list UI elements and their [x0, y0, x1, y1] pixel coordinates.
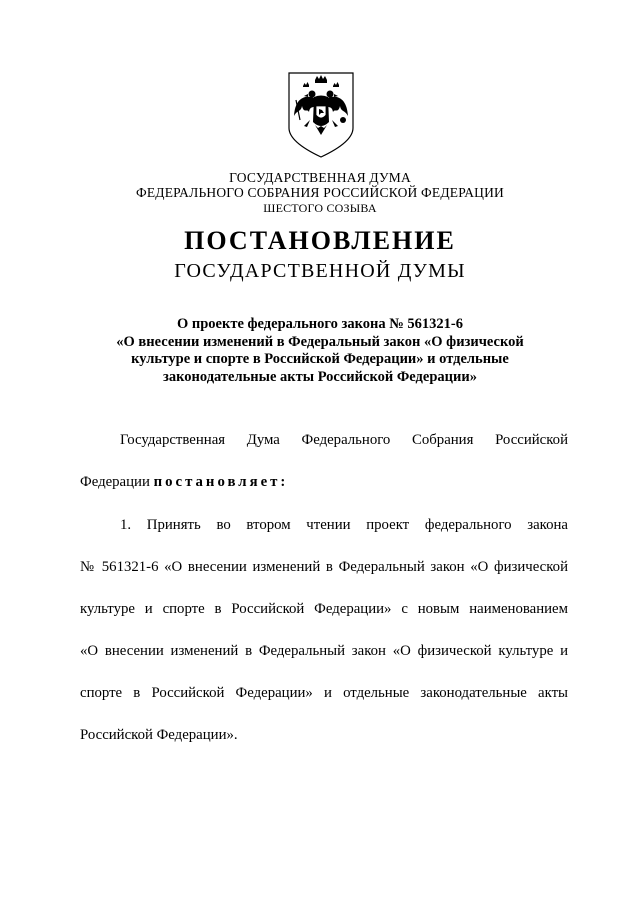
preamble-prefix: Федерации [80, 474, 150, 490]
item-line: № 561321-6 «О внесении изменений в Федеральный закон «О физической [80, 559, 568, 575]
subject-line: культуре и спорте в Российской Федерации» и отдельные [131, 351, 509, 367]
subject-line: О проекте федерального закона № 561321-6 [176, 316, 464, 332]
russian-coat-of-arms-icon [285, 70, 357, 160]
subject-line: законодательные акты Российской Федерации» [163, 368, 477, 385]
item-line: Российской Федерации». [80, 727, 238, 743]
header-convocation: ШЕСТОГО СОЗЫВА [263, 201, 377, 215]
preamble-paragraph [80, 431, 568, 515]
preamble-action: постановляет: [153, 474, 289, 490]
item-line: «О внесении изменений в Федеральный закон «О физической культуре и [80, 643, 568, 659]
item-line: 1. Принять во втором чтении проект федерального закона [120, 517, 568, 533]
header-duma: ГОСУДАРСТВЕННАЯ ДУМА [229, 170, 411, 185]
preamble-line [80, 473, 568, 515]
preamble-line: Государственная Дума Федерального Собрания Российской [120, 432, 568, 448]
item-1-paragraph [80, 516, 568, 768]
header-federal-assembly: ФЕДЕРАЛЬНОГО СОБРАНИЯ РОССИЙСКОЙ ФЕДЕРАЦИИ [136, 185, 504, 200]
item-line: спорте в Российской Федерации» и отдельные законодательные акты [80, 685, 568, 701]
document-subtitle: ГОСУДАРСТВЕННОЙ ДУМЫ [174, 260, 466, 282]
document-subject [80, 316, 560, 386]
subject-line: «О внесении изменений в Федеральный закон «О физической [116, 333, 524, 350]
document-title: ПОСТАНОВЛЕНИЕ [184, 226, 456, 255]
item-line: культуре и спорте в Российской Федерации» с новым наименованием [80, 601, 568, 617]
